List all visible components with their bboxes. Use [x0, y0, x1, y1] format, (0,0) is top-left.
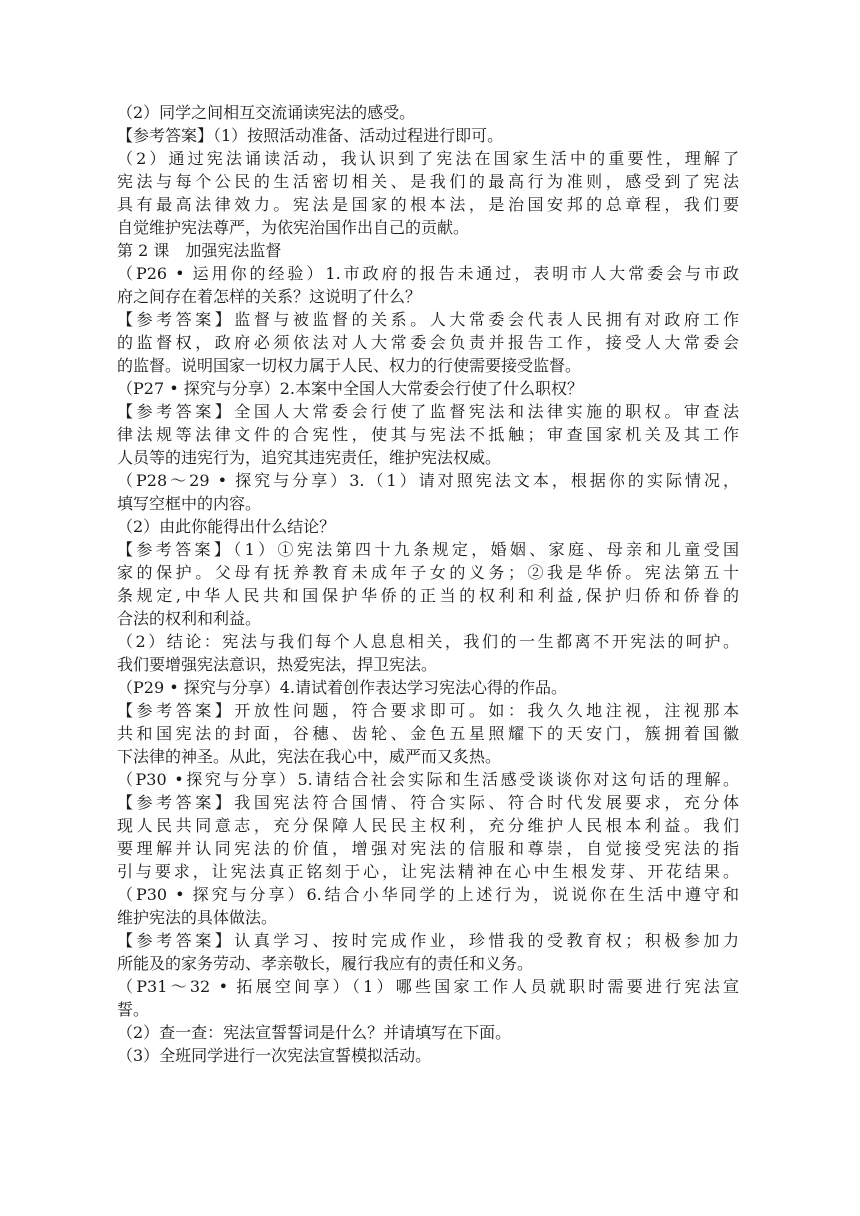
- text-line: （P28～29 • 探究与分享）3.（1）请对照宪法文本，根据你的实际情况，: [117, 471, 739, 490]
- text-line: （P31～32 • 拓展空间享）（1）哪些国家工作人员就职时需要进行宪法宣: [117, 977, 739, 996]
- text-line: 家的保护。父母有抚养教育未成年子女的义务；②我是华侨。宪法第五十: [117, 563, 739, 582]
- text-line: （P27 • 探究与分享）2.本案中全国人大常委会行使了什么职权？: [117, 379, 584, 398]
- text-line: 自觉维护宪法尊严，为依宪治国作出自己的贡献。: [117, 218, 470, 237]
- text-line: 律法规等法律文件的合宪性，使其与宪法不抵触；审查国家机关及其工作: [117, 425, 739, 444]
- text-line: 誓。: [117, 1000, 150, 1019]
- text-line: 人员等的违宪行为，追究其违宪责任，维护宪法权威。: [117, 448, 502, 467]
- text-line: （P30 • 探究与分享）6.结合小华同学的上述行为，说说你在生活中遵守和: [117, 885, 739, 904]
- text-line: （P30 •探究与分享）5.请结合社会实际和生活感受谈谈你对这句话的理解。: [117, 770, 739, 789]
- text-line: 合法的权利和利益。: [117, 609, 262, 628]
- text-line: （P26 • 运用你的经验）1.市政府的报告未通过，表明市人大常委会与市政: [117, 264, 739, 283]
- text-line: 条规定,中华人民共和国保护华侨的正当的权利和利益,保护归侨和侨眷的: [117, 586, 739, 605]
- text-line: 府之间存在着怎样的关系？这说明了什么？: [117, 287, 422, 306]
- text-line: 【参考答案】监督与被监督的关系。人大常委会代表人民拥有对政府工作: [117, 310, 739, 329]
- text-line: 现人民共同意志，充分保障人民民主权利，充分维护人民根本利益。我们: [117, 816, 739, 835]
- text-line: 填写空框中的内容。: [117, 494, 262, 513]
- text-line: 【参考答案】认真学习、按时完成作业，珍惜我的受教育权；积极参加力: [117, 931, 739, 950]
- text-line: 引与要求，让宪法真正铭刻于心，让宪法精神在心中生根发芽、开花结果。: [117, 862, 739, 881]
- text-line: （2）结论：宪法与我们每个人息息相关，我们的一生都离不开宪法的呵护。: [117, 632, 739, 651]
- text-line: 的监督权，政府必须依法对人大常委会负责并报告工作，接受人大常委会: [117, 333, 739, 352]
- text-line: （2）由此你能得出什么结论？: [117, 517, 336, 536]
- text-line: 【参考答案】全国人大常委会行使了监督宪法和法律实施的职权。审查法: [117, 402, 739, 421]
- text-line: 具有最高法律效力。宪法是国家的根本法，是治国安邦的总章程，我们要: [117, 195, 739, 214]
- text-line: 【参考答案】开放性问题，符合要求即可。如：我久久地注视，注视那本: [117, 701, 739, 720]
- text-line: （2）通过宪法诵读活动，我认识到了宪法在国家生活中的重要性，理解了: [117, 149, 739, 168]
- text-line: （2）查一查：宪法宣誓誓词是什么？并请填写在下面。: [117, 1023, 512, 1042]
- text-line: （P29 • 探究与分享）4.请试着创作表达学习宪法心得的作品。: [117, 678, 568, 697]
- text-line: 的监督。说明国家一切权力属于人民、权力的行使需要接受监督。: [117, 356, 582, 375]
- text-line: 【参考答案】（1）①宪法第四十九条规定，婚姻、家庭、母亲和儿童受国: [117, 540, 739, 559]
- text-line: 共和国宪法的封面，谷穗、齿轮、金色五星照耀下的天安门，簇拥着国徽: [117, 724, 739, 743]
- text-line: 所能及的家务劳动、孝亲敬长，履行我应有的责任和义务。: [117, 954, 534, 973]
- text-line: 我们要增强宪法意识，热爱宪法，捍卫宪法。: [117, 655, 438, 674]
- text-line: 【参考答案】我国宪法符合国情、符合实际、符合时代发展要求，充分体: [117, 793, 739, 812]
- text-line: 【参考答案】（1）按照活动准备、活动过程进行即可。: [117, 126, 504, 145]
- text-line: 宪法与每个公民的生活密切相关、是我们的最高行为准则，感受到了宪法: [117, 172, 739, 191]
- text-line: 第 2 课 加强宪法监督: [117, 241, 282, 260]
- text-line: （3）全班同学进行一次宪法宣誓模拟活动。: [117, 1046, 432, 1065]
- text-line: （2）同学之间相互交流诵读宪法的感受。: [117, 103, 416, 122]
- text-line: 下法律的神圣。从此，宪法在我心中，威严而又炙热。: [117, 747, 502, 766]
- text-line: 维护宪法的具体做法。: [117, 908, 278, 927]
- document-page: [117, 101, 739, 1067]
- text-line: 要理解并认同宪法的价值，增强对宪法的信服和尊崇，自觉接受宪法的指: [117, 839, 739, 858]
